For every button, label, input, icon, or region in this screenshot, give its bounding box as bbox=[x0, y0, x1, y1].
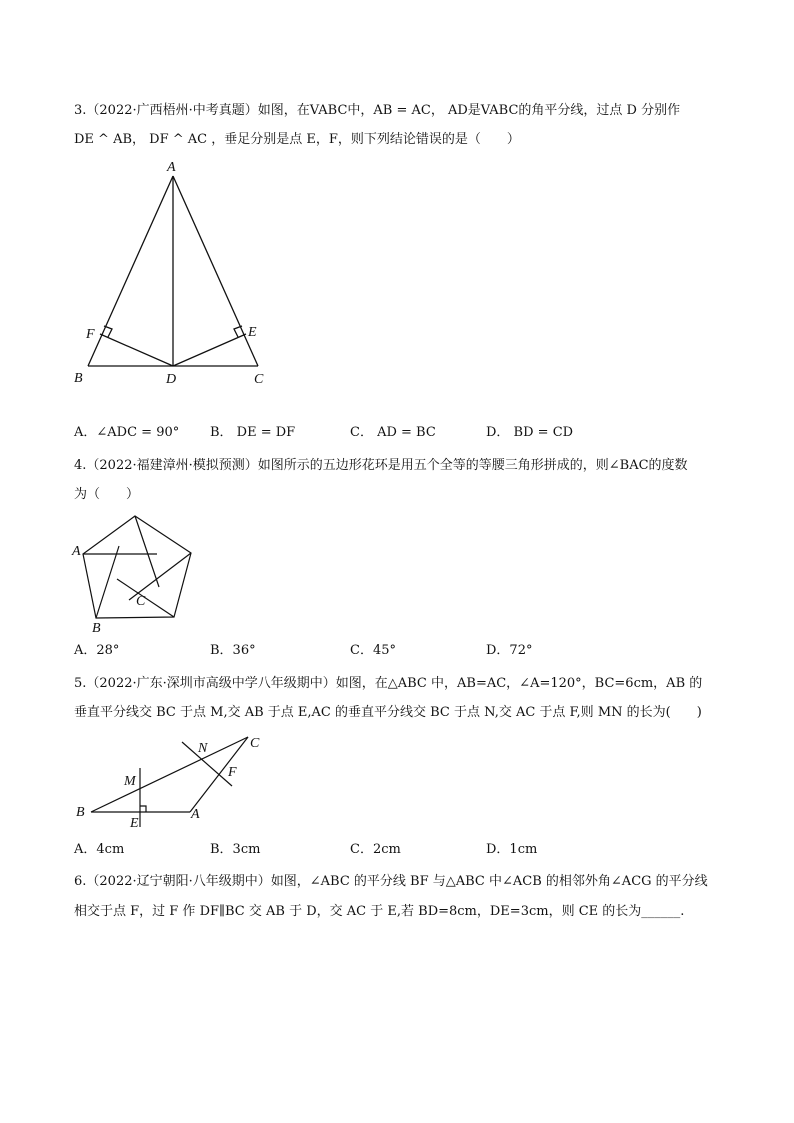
q4-label-b: B bbox=[92, 621, 101, 636]
q5-text-line-2: 垂直平分线交 BC 于点 M,交 AB 于点 E,AC 的垂直平分线交 BC 于点 N,交 AC 于点 F,则 MN 的长为( ) bbox=[74, 705, 702, 720]
q4-option-c: C．45° bbox=[350, 643, 396, 658]
q3-side-ab bbox=[88, 176, 173, 366]
q5-label-c: C bbox=[250, 736, 260, 751]
q5-label-e: E bbox=[130, 816, 139, 831]
q4-option-d: D．72° bbox=[486, 643, 533, 658]
q5-option-d: D．1cm bbox=[486, 842, 538, 857]
q3-label-b: B bbox=[74, 371, 83, 386]
q5-option-c: C．2cm bbox=[350, 842, 401, 857]
q4-figure bbox=[70, 510, 200, 635]
q5-label-f: F bbox=[228, 765, 237, 780]
q3-text-line-2: DE ^ AB， DF ^ AC ，垂足分别是点 E，F，则下列结论错误的是（ ） bbox=[74, 132, 520, 147]
q3-option-b: B． DE = DF bbox=[210, 425, 296, 440]
q3-segment-de bbox=[173, 334, 246, 366]
q3-label-d: D bbox=[166, 372, 177, 387]
q5-figure bbox=[70, 730, 270, 830]
q4-label-a: A bbox=[72, 544, 81, 559]
q4-label-c: C bbox=[136, 594, 146, 609]
q3-option-d: D． BD = CD bbox=[486, 425, 574, 440]
q4-option-a: A．28° bbox=[74, 643, 120, 658]
q4-text-line-2: 为（ ） bbox=[74, 487, 140, 502]
q5-label-m: M bbox=[124, 774, 136, 789]
q3-label-a: A bbox=[167, 160, 176, 175]
q3-label-e: E bbox=[248, 325, 257, 340]
q5-text-line-1: 5.（2022·广东·深圳市高级中学八年级期中）如图，在△ABC 中，AB=AC，∠A=120°，BC=6cm，AB 的 bbox=[74, 676, 703, 691]
q3-figure bbox=[70, 152, 280, 388]
q3-option-a: A．∠ADC = 90° bbox=[74, 425, 180, 440]
q5-option-a: A．4cm bbox=[74, 842, 125, 857]
q4-option-b: B．36° bbox=[210, 643, 256, 658]
q3-segment-df bbox=[100, 334, 173, 366]
q3-text-line-1: 3.（2022·广西梧州·中考真题）如图，在VABC中，AB = AC， AD是VABC的角平分线，过点 D 分别作 bbox=[74, 103, 681, 118]
q5-label-b: B bbox=[76, 805, 85, 820]
q5-label-a: A bbox=[191, 807, 200, 822]
q3-label-c: C bbox=[254, 372, 264, 387]
q5-label-n: N bbox=[198, 741, 208, 756]
q5-side-bc bbox=[91, 737, 248, 812]
q3-side-ac bbox=[173, 176, 258, 366]
q3-label-f: F bbox=[86, 327, 95, 342]
q6-text-line-2: 相交于点 F，过 F 作 DF∥BC 交 AB 于 D，交 AC 于 E,若 BD=8cm，DE=3cm，则 CE 的长为______. bbox=[74, 904, 685, 919]
q6-text-line-1: 6.（2022·辽宁朝阳·八年级期中）如图，∠ABC 的平分线 BF 与△ABC 中∠ACB 的相邻外角∠ACG 的平分线 bbox=[74, 874, 708, 889]
q5-option-b: B．3cm bbox=[210, 842, 261, 857]
q3-option-c: C． AD = BC bbox=[350, 425, 436, 440]
q4-text-line-1: 4.（2022·福建漳州·模拟预测）如图所示的五边形花环是用五个全等的等腰三角形拼成的，则∠BAC的度数 bbox=[74, 458, 688, 473]
